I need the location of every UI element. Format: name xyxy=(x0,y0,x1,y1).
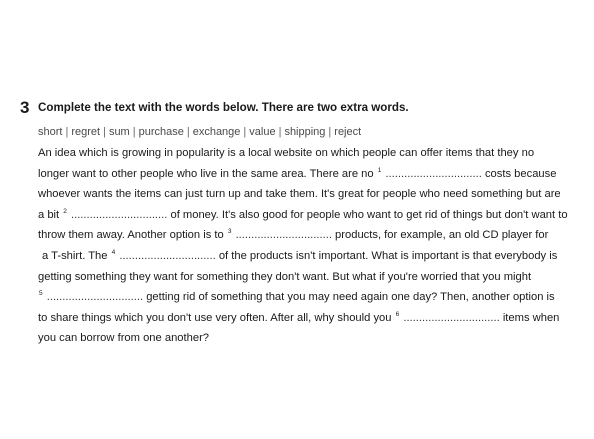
passage-line xyxy=(38,164,580,185)
passage-text: you can borrow from one another? xyxy=(38,332,210,345)
word-bank-item: regret xyxy=(71,126,101,138)
word-bank-item: exchange xyxy=(192,126,241,138)
gap-6[interactable]: ............................... xyxy=(403,311,500,324)
gap-number-3: 3 xyxy=(227,228,232,236)
exercise-heading xyxy=(20,97,580,119)
exercise-instruction: Complete the text with the words below. There are two extra words. xyxy=(38,101,409,114)
passage-text: throw them away. Another option is to xyxy=(38,229,224,242)
passage-line xyxy=(38,328,580,349)
gap-number-2: 2 xyxy=(63,207,67,215)
word-separator: | xyxy=(328,126,332,138)
passage-line xyxy=(38,225,580,246)
gap-number-5: 5 xyxy=(39,290,43,298)
word-separator: | xyxy=(103,126,106,138)
gap-3[interactable]: ............................... xyxy=(235,229,332,242)
passage-text: getting something they want for something they don't want. But what if you're worried that you might xyxy=(38,270,532,283)
exercise-3 xyxy=(20,97,580,349)
passage-text: longer want to other people who live in the same area. There are no xyxy=(38,167,374,180)
passage-line xyxy=(38,287,580,308)
passage-line xyxy=(38,267,580,288)
word-separator: | xyxy=(186,126,190,138)
exercise-number: 3 xyxy=(20,98,30,117)
passage-text: of money. It's also good for people who want to get rid of things but don't want to xyxy=(170,208,568,221)
word-separator: | xyxy=(278,126,282,138)
passage-text: of the products isn't important. What is important is that everybody is xyxy=(218,249,558,262)
word-bank-item: value xyxy=(249,126,276,138)
passage-line xyxy=(38,143,580,164)
passage-text: items when xyxy=(502,311,560,324)
word-separator: | xyxy=(132,126,136,138)
word-bank-item: reject xyxy=(334,126,362,138)
passage-line xyxy=(38,246,580,267)
gap-number-6: 6 xyxy=(395,310,400,318)
passage-text: to share things which you don't use very often. After all, why should you xyxy=(38,311,392,324)
gap-2[interactable]: ............................... xyxy=(71,208,168,221)
passage-text: costs because xyxy=(484,167,557,180)
passage-line xyxy=(38,184,580,205)
word-bank-item: short xyxy=(38,126,63,138)
exercise-passage xyxy=(38,143,580,349)
word-bank-item: shipping xyxy=(284,126,326,138)
word-separator: | xyxy=(243,126,247,138)
passage-line xyxy=(38,308,580,329)
gap-4[interactable]: ............................... xyxy=(119,249,216,262)
passage-text: whoever wants the items can just turn up and take them. It's great for people who need something but are xyxy=(38,188,561,201)
word-separator: | xyxy=(65,126,69,138)
word-bank-item: purchase xyxy=(138,126,184,138)
gap-1[interactable]: ............................... xyxy=(385,167,482,180)
gap-number-1: 1 xyxy=(377,166,382,174)
gap-number-4: 4 xyxy=(111,248,116,256)
word-bank xyxy=(38,124,580,140)
gap-5[interactable]: ............................... xyxy=(46,291,144,304)
word-bank-item: sum xyxy=(108,126,130,138)
passage-line xyxy=(38,205,580,226)
passage-text: a bit xyxy=(38,208,60,221)
passage-text: getting rid of something that you may need again one day? Then, another option is xyxy=(146,291,555,304)
passage-text: An idea which is growing in popularity is a local website on which people can offer items that they no xyxy=(38,147,535,159)
passage-text: a T-shirt. The xyxy=(42,249,108,262)
passage-text: products, for example, an old CD player for xyxy=(335,229,549,242)
